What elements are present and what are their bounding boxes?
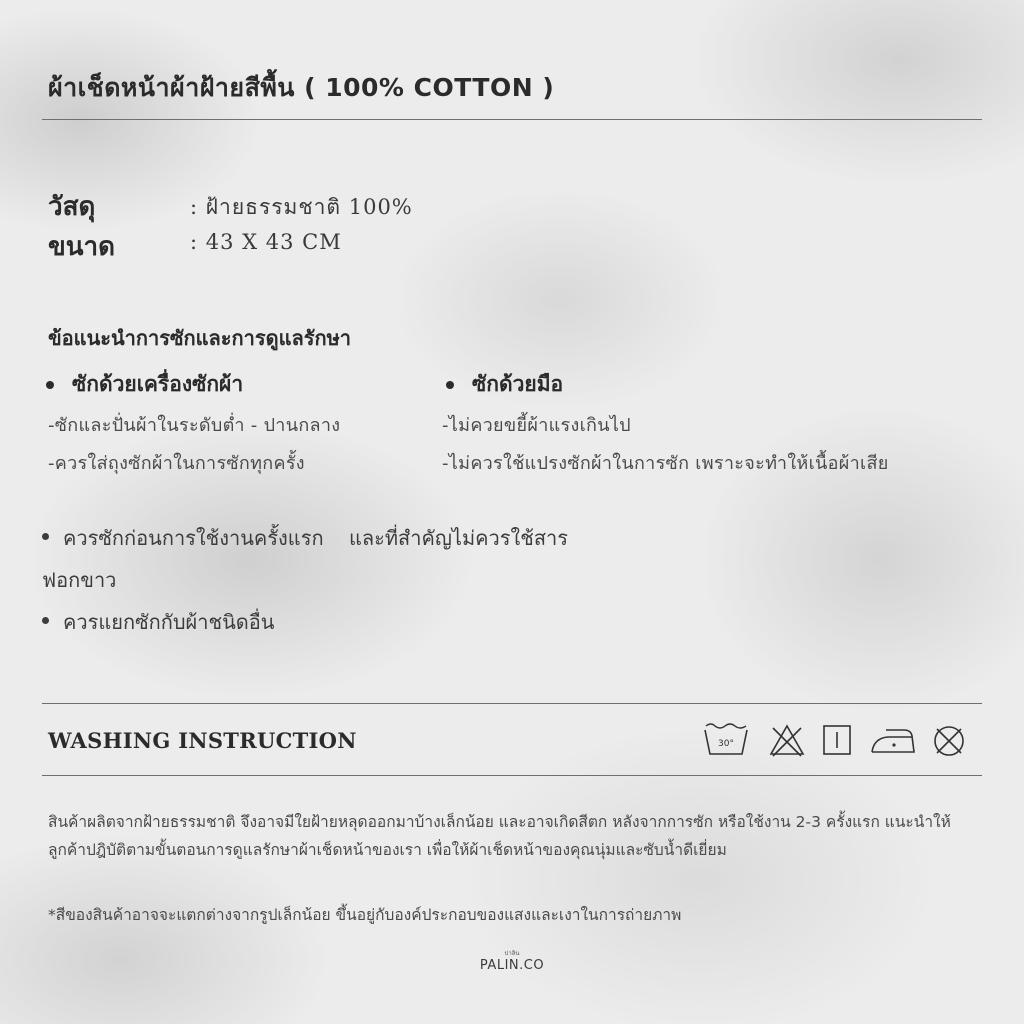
- care-tip: [42, 606, 682, 638]
- spec-value-size: : 43 X 43 CM: [190, 230, 342, 254]
- brand-logo-small-text: ปาลิน: [504, 950, 520, 957]
- info-paragraph: สินค้าผลิตจากฝ้ายธรรมชาติ จึงอาจมีใยฝ้ายหลุดออกมาบ้างเล็กน้อย และอาจเกิดสีตก หลังจากการซัก หรือใช้งาน 2-3 ครั้งแรก แนะนำให้ลูกค้าปฎิบัติตามขั้นตอนการดูแลรักษาผ้าเช็ดหน้าของเรา เพื่อให้ผ้าเช็ดหน้าของคุณนุ่มและซับน้ำดีเยี่ยม: [48, 813, 951, 859]
- care-tip-text: ควรแยกซักกับผ้าชนิดอื่น: [63, 610, 275, 634]
- brand-logo: [462, 948, 562, 973]
- tumble-dry-line-icon: [822, 724, 852, 756]
- bullet-icon: [42, 533, 49, 540]
- brand-logo-name: PALIN.CO: [479, 958, 545, 973]
- hand-wash-heading: [446, 368, 563, 401]
- care-heading: ข้อแนะนำการซักและการดูแลรักษา: [48, 326, 352, 350]
- divider: [42, 119, 982, 120]
- care-tips-list: [42, 522, 682, 638]
- bullet-icon: [46, 381, 54, 389]
- divider: [42, 775, 982, 776]
- care-tip-text-cont: ฟอกขาว: [42, 568, 117, 592]
- hand-wash-line: -ไม่ควยขยี้ผ้าแรงเกินไป: [442, 415, 631, 436]
- no-bleach-icon: [768, 722, 806, 758]
- hand-wash-title: ซักด้วยมือ: [472, 372, 564, 396]
- care-tip-text: ควรซักก่อนการใช้งานครั้งแรก และที่สำคัญไม่ควรใช้สาร: [63, 526, 569, 550]
- bullet-icon: [42, 617, 49, 624]
- machine-wash-line: -ควรใส่ถุงซักผ้าในการซักทุกครั้ง: [48, 453, 305, 474]
- bullet-icon: [446, 381, 454, 389]
- spec-label-material: วัสดุ: [48, 192, 96, 222]
- no-dry-clean-icon: [932, 724, 966, 758]
- divider: [42, 703, 982, 704]
- iron-icon: [868, 724, 918, 756]
- machine-wash-heading: [46, 368, 243, 401]
- photo-note: *สีของสินค้าอาจจะแตกต่างจากรูปเล็กน้อย ขึ้นอยู่กับองค์ประกอบของแสงและเงาในการถ่ายภาพ: [48, 906, 682, 924]
- machine-wash-line: -ซักและปั่นผ้าในระดับต่ำ - ปานกลาง: [48, 415, 341, 436]
- hand-wash-line: -ไม่ควรใช้แปรงซักผ้าในการซัก เพราะจะทำให้เนื้อผ้าเสีย: [442, 453, 889, 474]
- care-tip: [42, 522, 682, 596]
- spec-value-material: : ฝ้ายธรรมชาติ 100%: [190, 195, 413, 219]
- washing-instruction-title: WASHING INSTRUCTION: [48, 728, 357, 753]
- wash-30-icon: [703, 722, 749, 758]
- spec-label-size: ขนาด: [48, 232, 116, 262]
- machine-wash-title: ซักด้วยเครื่องซักผ้า: [72, 372, 244, 396]
- page-title: ผ้าเช็ดหน้าผ้าฝ้ายสีพื้น ( 100% COTTON ): [48, 73, 555, 102]
- wash-temperature-label: 30°: [718, 739, 734, 749]
